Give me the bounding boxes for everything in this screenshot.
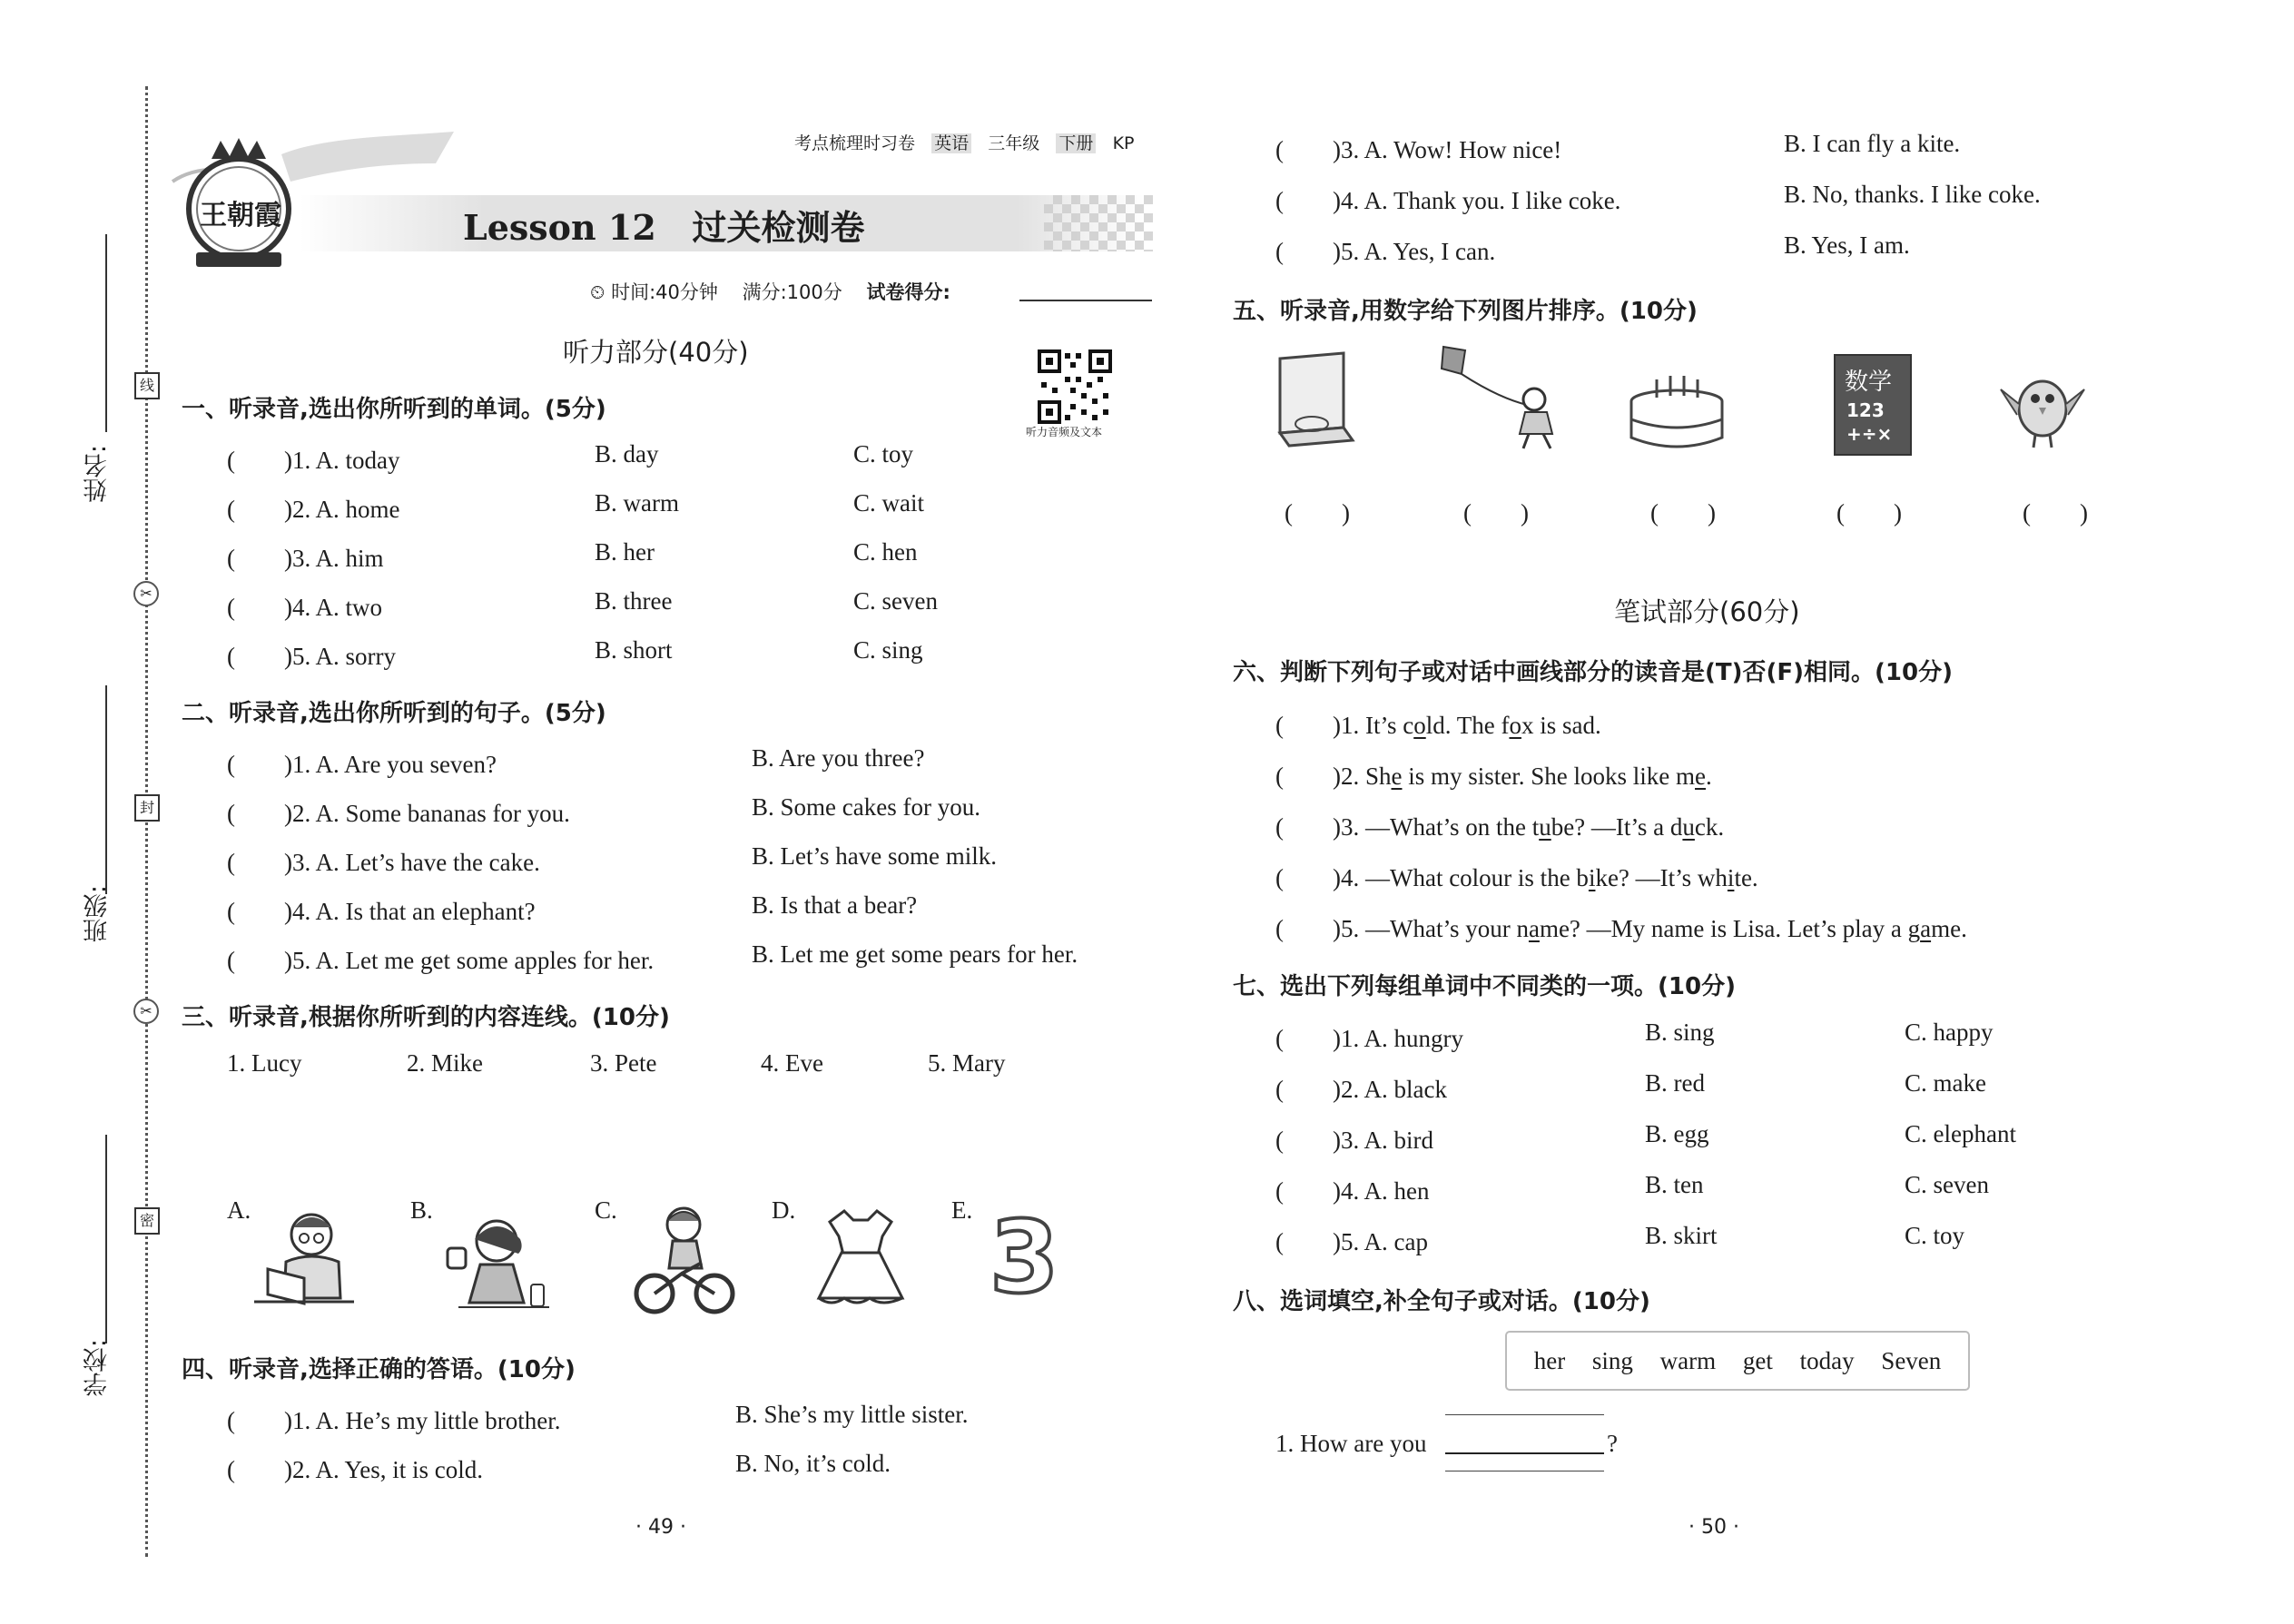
s1-q3-b: B. her [595, 538, 655, 566]
s6-q4: ( )4. —What colour is the bike? —It’s white. [1275, 864, 1758, 891]
section3-title: 三、听录音,根据你所听到的内容连线。(10分) [182, 1004, 670, 1031]
s7-q1-a: ( )1. A. hungry [1275, 1025, 1463, 1052]
s4-q4-a: ( )4. A. Thank you. I like coke. [1275, 187, 1621, 214]
s1-q4-b: B. three [595, 587, 673, 615]
clock-icon: ⏲ [590, 281, 605, 303]
birthday-cake-picture [1625, 372, 1729, 454]
s3-letter-a: A. [227, 1196, 251, 1224]
s4-q1-a: ( )1. A. He’s my little brother. [227, 1407, 561, 1434]
section7-title: 七、选出下列每组单词中不同类的一项。(10分) [1233, 973, 1736, 1000]
s4-q5-b: B. Yes, I am. [1784, 231, 1910, 259]
s1-q4-c: C. seven [853, 587, 938, 615]
word-bank-item: sing [1591, 1346, 1633, 1374]
s3-name-2: 2. Mike [407, 1049, 483, 1077]
girl-with-milk-picture [440, 1212, 554, 1312]
s3-name-1: 1. Lucy [227, 1049, 302, 1077]
class-field-line [105, 685, 107, 894]
exam-info: ⏲ 时间:40分钟 满分:100分 试卷得分: [590, 281, 950, 303]
s2-q2-a: ( )2. A. Some bananas for you. [227, 800, 570, 827]
word-bank-item: her [1533, 1346, 1566, 1374]
s1-q2-a: ( )2. A. home [227, 496, 400, 523]
s7-q3-c: C. elephant [1905, 1120, 2016, 1147]
school-field-line [105, 1135, 107, 1343]
s5-blank-4[interactable]: ( ) [1836, 499, 1902, 527]
s2-q5-a: ( )5. A. Let me get some apples for her. [227, 947, 655, 974]
s5-blank-3[interactable]: ( ) [1650, 499, 1716, 527]
scissors-icon: ✂ [133, 999, 159, 1024]
s8-q1-end: ? [1607, 1430, 1618, 1457]
word-bank-item: Seven [1881, 1346, 1942, 1374]
publisher-logo [180, 136, 298, 272]
s1-q5-c: C. sing [853, 636, 923, 664]
girl-riding-bike-picture [631, 1203, 740, 1316]
checker-pattern [1044, 195, 1153, 251]
s4-q1-b: B. She’s my little sister. [735, 1401, 969, 1428]
section1-title: 一、听录音,选出你所听到的单词。(5分) [182, 396, 606, 423]
s3-letter-b: B. [410, 1196, 433, 1224]
s4-q2-b: B. No, it’s cold. [735, 1450, 891, 1477]
seal-mark-seal: 封 [134, 794, 160, 822]
s3-letter-d: D. [772, 1196, 796, 1224]
bird-picture [1997, 359, 2088, 449]
s2-q3-a: ( )3. A. Let’s have the cake. [227, 849, 540, 876]
page-number-right: · 50 · [1689, 1516, 1739, 1539]
s2-q4-a: ( )4. A. Is that an elephant? [227, 898, 536, 925]
s2-q4-b: B. Is that a bear? [752, 891, 918, 919]
school-field-label: 学校: [84, 1339, 112, 1397]
word-bank-item: get [1742, 1346, 1773, 1374]
binding-dotted-line [145, 86, 148, 1557]
s1-q2-c: C. wait [853, 489, 924, 517]
s4-q3-a: ( )3. A. Wow! How nice! [1275, 136, 1562, 163]
score-blank [1019, 300, 1152, 301]
girl-flying-kite-picture [1434, 343, 1570, 452]
lesson-title: Lesson 12 过关检测卷 [463, 207, 865, 248]
section5-title: 五、听录音,用数字给下列图片排序。(10分) [1233, 298, 1698, 325]
s7-q5-a: ( )5. A. cap [1275, 1228, 1428, 1255]
s2-q3-b: B. Let’s have some milk. [752, 842, 997, 870]
word-bank-item: today [1799, 1346, 1855, 1374]
s7-q4-a: ( )4. A. hen [1275, 1177, 1430, 1205]
qr-caption: 听力音频及文本 [1026, 426, 1103, 438]
s4-q3-b: B. I can fly a kite. [1784, 130, 1961, 157]
page-number-left: · 49 · [635, 1516, 686, 1539]
s7-q2-b: B. red [1645, 1069, 1705, 1097]
s1-q3-c: C. hen [853, 538, 918, 566]
s1-q5-a: ( )5. A. sorry [227, 643, 396, 670]
s6-q3: ( )3. —What’s on the tube? —It’s a duck. [1275, 813, 1725, 841]
s6-q2: ( )2. She is my sister. She looks like me. [1275, 763, 1712, 790]
s2-q1-b: B. Are you three? [752, 744, 925, 772]
s1-q5-b: B. short [595, 636, 673, 664]
s3-name-4: 4. Eve [761, 1049, 823, 1077]
s6-q5: ( )5. —What’s your name? —My name is Lisa. Let’s play a game. [1275, 915, 1967, 942]
s1-q1-c: C. toy [853, 440, 914, 468]
header-meta: 考点梳理时习卷 英语 三年级 下册 KP [794, 133, 1135, 153]
math-book-title: 数学 [1845, 369, 1893, 396]
section2-title: 二、听录音,选出你所听到的句子。(5分) [182, 700, 606, 727]
qr-code [1038, 349, 1112, 424]
s1-q4-a: ( )4. A. two [227, 594, 382, 621]
s3-letter-e: E. [951, 1196, 973, 1224]
s1-q3-a: ( )3. A. him [227, 545, 384, 572]
s2-q2-b: B. Some cakes for you. [752, 793, 980, 821]
name-field-label: 姓名: [84, 445, 112, 503]
scissors-icon: ✂ [133, 581, 159, 606]
s8-q1-guide-top [1445, 1414, 1604, 1415]
s3-name-5: 5. Mary [928, 1049, 1006, 1077]
s2-q5-b: B. Let me get some pears for her. [752, 940, 1078, 968]
s2-q1-a: ( )1. A. Are you seven? [227, 751, 497, 778]
math-book-operators: +÷× [1846, 423, 1893, 445]
s4-q2-a: ( )2. A. Yes, it is cold. [227, 1456, 484, 1483]
writing-part-title: 笔试部分(60分) [1614, 596, 1800, 627]
s1-q1-b: B. day [595, 440, 659, 468]
logo-text: 王朝霞 [200, 200, 281, 231]
s8-q1: 1. How are you [1275, 1430, 1427, 1457]
boy-reading-picture [250, 1207, 359, 1307]
s7-q2-a: ( )2. A. black [1275, 1076, 1447, 1103]
s7-q5-b: B. skirt [1645, 1222, 1718, 1249]
s5-blank-1[interactable]: ( ) [1285, 499, 1350, 527]
listening-part-title: 听力部分(40分) [563, 337, 749, 368]
s6-q1: ( )1. It’s cold. The fox is sad. [1275, 712, 1601, 739]
word-bank [1505, 1331, 1970, 1391]
s3-letter-c: C. [595, 1196, 617, 1224]
s7-q1-b: B. sing [1645, 1019, 1715, 1046]
seal-mark-secret: 密 [134, 1207, 160, 1235]
number-three-picture: 3 [989, 1199, 1059, 1315]
class-field-label: 班级: [84, 885, 112, 943]
s5-blank-5[interactable]: ( ) [2023, 499, 2088, 527]
s4-q5-a: ( )5. A. Yes, I can. [1275, 238, 1496, 265]
s5-blank-2[interactable]: ( ) [1463, 499, 1529, 527]
name-field-line [105, 234, 107, 432]
word-bank-item: warm [1659, 1346, 1717, 1374]
gift-box-picture [1271, 349, 1357, 449]
s7-q5-c: C. toy [1905, 1222, 1965, 1249]
section4-title: 四、听录音,选择正确的答语。(10分) [182, 1356, 576, 1383]
seal-mark-line: 线 [134, 372, 160, 399]
s4-q4-b: B. No, thanks. I like coke. [1784, 181, 2041, 208]
s7-q4-b: B. ten [1645, 1171, 1704, 1198]
section8-title: 八、选词填空,补全句子或对话。(10分) [1233, 1288, 1650, 1315]
dress-picture [815, 1207, 906, 1312]
s8-q1-answer-line[interactable] [1445, 1452, 1604, 1454]
s1-q1-a: ( )1. A. today [227, 447, 400, 474]
s3-name-3: 3. Pete [590, 1049, 657, 1077]
s7-q1-c: C. happy [1905, 1019, 1994, 1046]
section6-title: 六、判断下列句子或对话中画线部分的读音是(T)否(F)相同。(10分) [1233, 659, 1953, 686]
s1-q2-b: B. warm [595, 489, 679, 517]
s7-q3-a: ( )3. A. bird [1275, 1127, 1433, 1154]
math-book-numbers: 123 [1846, 399, 1885, 421]
s7-q2-c: C. make [1905, 1069, 1986, 1097]
math-book-picture [1834, 354, 1912, 456]
s7-q3-b: B. egg [1645, 1120, 1709, 1147]
s7-q4-c: C. seven [1905, 1171, 1989, 1198]
